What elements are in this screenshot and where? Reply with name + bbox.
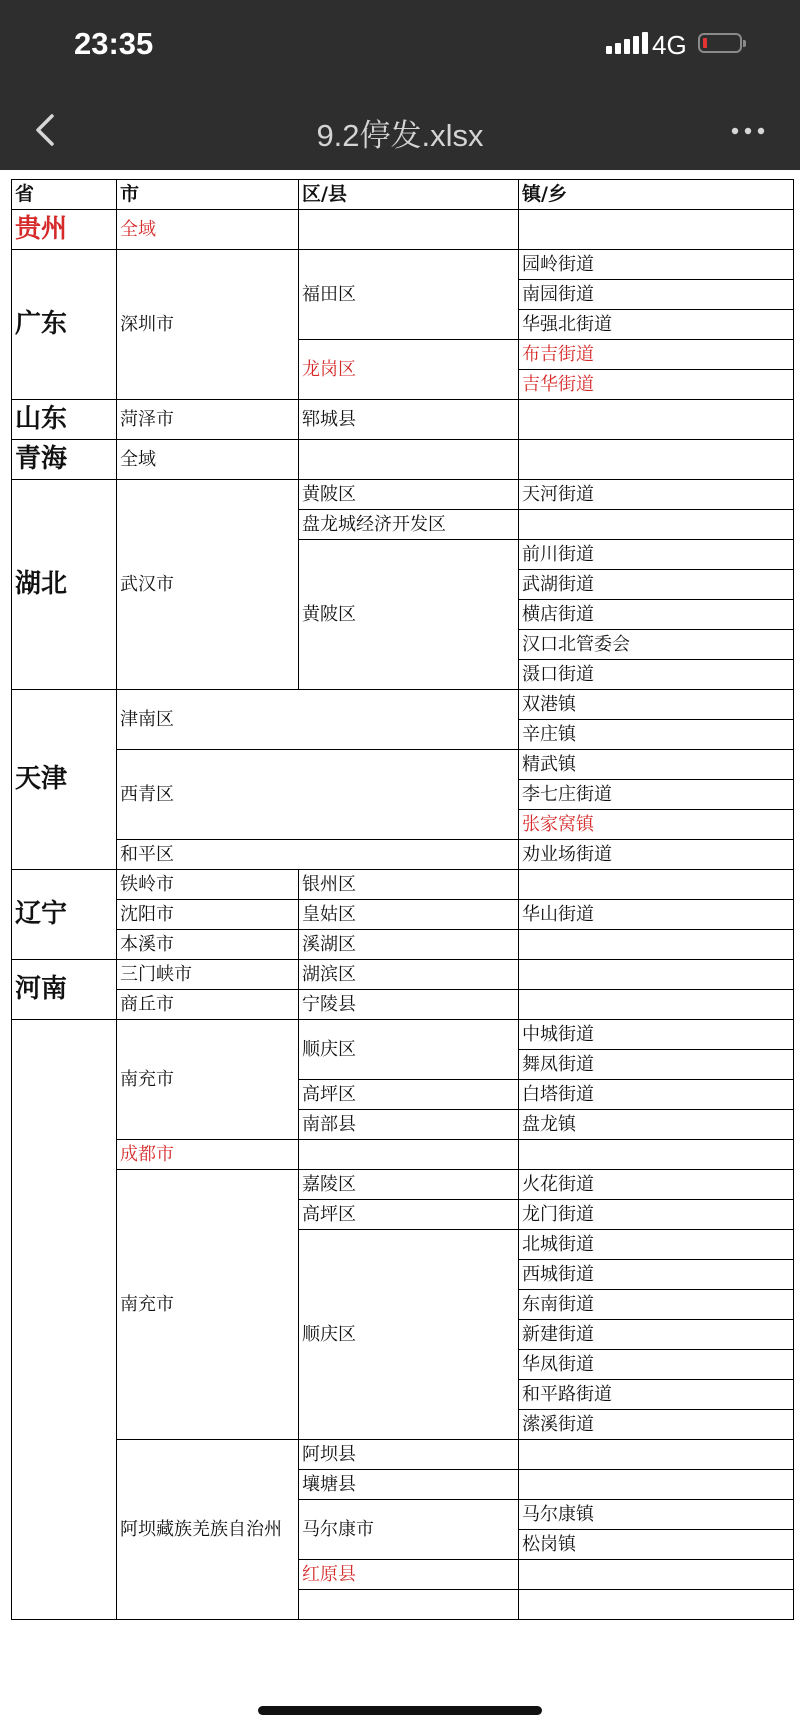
empty-cell[interactable] [519, 930, 794, 960]
town-cell[interactable]: 滠口街道 [519, 660, 794, 690]
city-cell[interactable]: 沈阳市 [117, 900, 299, 930]
more-options-icon[interactable] [724, 110, 774, 150]
district-cell[interactable]: 马尔康市 [299, 1500, 519, 1560]
district-cell[interactable]: 阿坝县 [299, 1440, 519, 1470]
city-cell[interactable]: 武汉市 [117, 480, 299, 690]
town-cell[interactable]: 盘龙镇 [519, 1110, 794, 1140]
battery-icon [698, 33, 742, 53]
district-cell[interactable]: 宁陵县 [299, 990, 519, 1020]
table-row [12, 900, 794, 930]
city-cell[interactable]: 南充市 [117, 1020, 299, 1140]
empty-cell[interactable] [519, 1440, 794, 1470]
document-title: 9.2停发.xlsx [316, 118, 484, 153]
city-cell[interactable]: 铁岭市 [117, 870, 299, 900]
province-cell[interactable]: 贵州 [12, 210, 117, 250]
town-cell[interactable]: 华强北街道 [519, 310, 794, 340]
district-cell[interactable]: 黄陂区 [299, 480, 519, 510]
table-row [12, 1440, 794, 1470]
empty-cell[interactable] [299, 1590, 519, 1620]
town-cell[interactable]: 松岗镇 [519, 1530, 794, 1560]
district-cell[interactable]: 西青区 [117, 750, 519, 840]
town-cell[interactable]: 白塔街道 [519, 1080, 794, 1110]
district-cell[interactable]: 郓城县 [299, 400, 519, 440]
signal-icon [606, 32, 648, 54]
province-cell[interactable]: 山东 [12, 400, 117, 440]
table-row [12, 1140, 794, 1170]
header-city[interactable]: 市 [117, 180, 299, 210]
empty-cell[interactable] [519, 960, 794, 990]
table-row [12, 990, 794, 1020]
town-cell[interactable]: 新建街道 [519, 1320, 794, 1350]
empty-cell[interactable] [519, 440, 794, 480]
town-cell[interactable]: 横店街道 [519, 600, 794, 630]
table-row [12, 870, 794, 900]
city-cell[interactable]: 菏泽市 [117, 400, 299, 440]
town-cell[interactable]: 火花街道 [519, 1170, 794, 1200]
district-cell[interactable]: 龙岗区 [299, 340, 519, 400]
district-cell[interactable]: 壤塘县 [299, 1470, 519, 1500]
town-cell[interactable]: 劝业场街道 [519, 840, 794, 870]
town-cell[interactable]: 双港镇 [519, 690, 794, 720]
town-cell[interactable]: 和平路街道 [519, 1380, 794, 1410]
town-cell[interactable]: 舞凤街道 [519, 1050, 794, 1080]
province-cell[interactable]: 青海 [12, 440, 117, 480]
province-cell[interactable]: 天津 [12, 690, 117, 870]
town-cell[interactable]: 武湖街道 [519, 570, 794, 600]
province-cell[interactable] [12, 1020, 117, 1620]
table-row [12, 210, 794, 250]
empty-cell[interactable] [519, 990, 794, 1020]
empty-cell[interactable] [519, 1140, 794, 1170]
spreadsheet [11, 179, 794, 1620]
province-cell[interactable]: 广东 [12, 250, 117, 400]
header-town[interactable]: 镇/乡 [519, 180, 794, 210]
header-district[interactable]: 区/县 [299, 180, 519, 210]
city-cell[interactable]: 南充市 [117, 1170, 299, 1440]
empty-cell[interactable] [519, 1470, 794, 1500]
province-cell[interactable]: 湖北 [12, 480, 117, 690]
table-row [12, 480, 794, 510]
province-cell[interactable]: 辽宁 [12, 870, 117, 960]
town-cell[interactable]: 吉华街道 [519, 370, 794, 400]
home-indicator[interactable] [258, 1706, 542, 1715]
district-cell[interactable]: 高坪区 [299, 1200, 519, 1230]
town-cell[interactable]: 龙门街道 [519, 1200, 794, 1230]
district-cell[interactable]: 福田区 [299, 250, 519, 340]
header-province[interactable]: 省 [12, 180, 117, 210]
table-row [12, 440, 794, 480]
town-cell[interactable]: 北城街道 [519, 1230, 794, 1260]
district-cell[interactable]: 盘龙城经济开发区 [299, 510, 519, 540]
district-cell[interactable]: 津南区 [117, 690, 519, 750]
town-cell[interactable]: 布吉街道 [519, 340, 794, 370]
empty-cell[interactable] [519, 400, 794, 440]
town-cell[interactable]: 中城街道 [519, 1020, 794, 1050]
table-row [12, 400, 794, 440]
table-row [12, 1170, 794, 1200]
empty-cell[interactable] [519, 1590, 794, 1620]
city-cell[interactable]: 三门峡市 [117, 960, 299, 990]
district-cell[interactable]: 和平区 [117, 840, 519, 870]
empty-cell[interactable] [299, 210, 519, 250]
table-row [12, 750, 794, 780]
town-cell[interactable]: 精武镇 [519, 750, 794, 780]
table-row [12, 250, 794, 280]
stop-delivery-table [11, 179, 794, 1620]
town-cell[interactable]: 李七庄街道 [519, 780, 794, 810]
network-type: 4G [652, 30, 687, 60]
district-cell[interactable]: 皇姑区 [299, 900, 519, 930]
town-cell[interactable]: 园岭街道 [519, 250, 794, 280]
town-cell[interactable]: 东南街道 [519, 1290, 794, 1320]
district-cell[interactable]: 银州区 [299, 870, 519, 900]
town-cell[interactable]: 华山街道 [519, 900, 794, 930]
town-cell[interactable]: 西城街道 [519, 1260, 794, 1290]
status-bar [0, 0, 800, 92]
city-cell[interactable]: 成都市 [117, 1140, 299, 1170]
table-row [12, 960, 794, 990]
empty-cell[interactable] [519, 510, 794, 540]
town-cell[interactable]: 华凤街道 [519, 1350, 794, 1380]
empty-cell[interactable] [299, 1140, 519, 1170]
district-cell[interactable]: 红原县 [299, 1560, 519, 1590]
district-cell[interactable]: 湖滨区 [299, 960, 519, 990]
empty-cell[interactable] [519, 870, 794, 900]
city-cell[interactable]: 深圳市 [117, 250, 299, 400]
district-cell[interactable]: 南部县 [299, 1110, 519, 1140]
town-cell[interactable]: 南园街道 [519, 280, 794, 310]
district-cell[interactable]: 嘉陵区 [299, 1170, 519, 1200]
town-cell[interactable]: 汉口北管委会 [519, 630, 794, 660]
table-row [12, 930, 794, 960]
town-cell[interactable]: 天河街道 [519, 480, 794, 510]
empty-cell[interactable] [519, 210, 794, 250]
town-cell[interactable]: 辛庄镇 [519, 720, 794, 750]
city-cell[interactable]: 全域 [117, 440, 299, 480]
city-cell[interactable]: 阿坝藏族羌族自治州 [117, 1440, 299, 1620]
table-row [12, 840, 794, 870]
city-cell[interactable]: 本溪市 [117, 930, 299, 960]
district-cell[interactable]: 顺庆区 [299, 1020, 519, 1080]
town-cell[interactable]: 前川街道 [519, 540, 794, 570]
town-cell[interactable]: 潆溪街道 [519, 1410, 794, 1440]
province-cell[interactable]: 河南 [12, 960, 117, 1020]
header-row [12, 180, 794, 210]
status-time: 23:35 [74, 26, 154, 61]
empty-cell[interactable] [299, 440, 519, 480]
nav-bar [0, 92, 800, 170]
city-cell[interactable]: 商丘市 [117, 990, 299, 1020]
district-cell[interactable]: 溪湖区 [299, 930, 519, 960]
district-cell[interactable]: 顺庆区 [299, 1230, 519, 1440]
city-cell[interactable]: 全域 [117, 210, 299, 250]
table-row [12, 1020, 794, 1050]
district-cell[interactable]: 黄陂区 [299, 540, 519, 690]
town-cell[interactable]: 张家窝镇 [519, 810, 794, 840]
empty-cell[interactable] [519, 1560, 794, 1590]
town-cell[interactable]: 马尔康镇 [519, 1500, 794, 1530]
table-row [12, 690, 794, 720]
district-cell[interactable]: 高坪区 [299, 1080, 519, 1110]
